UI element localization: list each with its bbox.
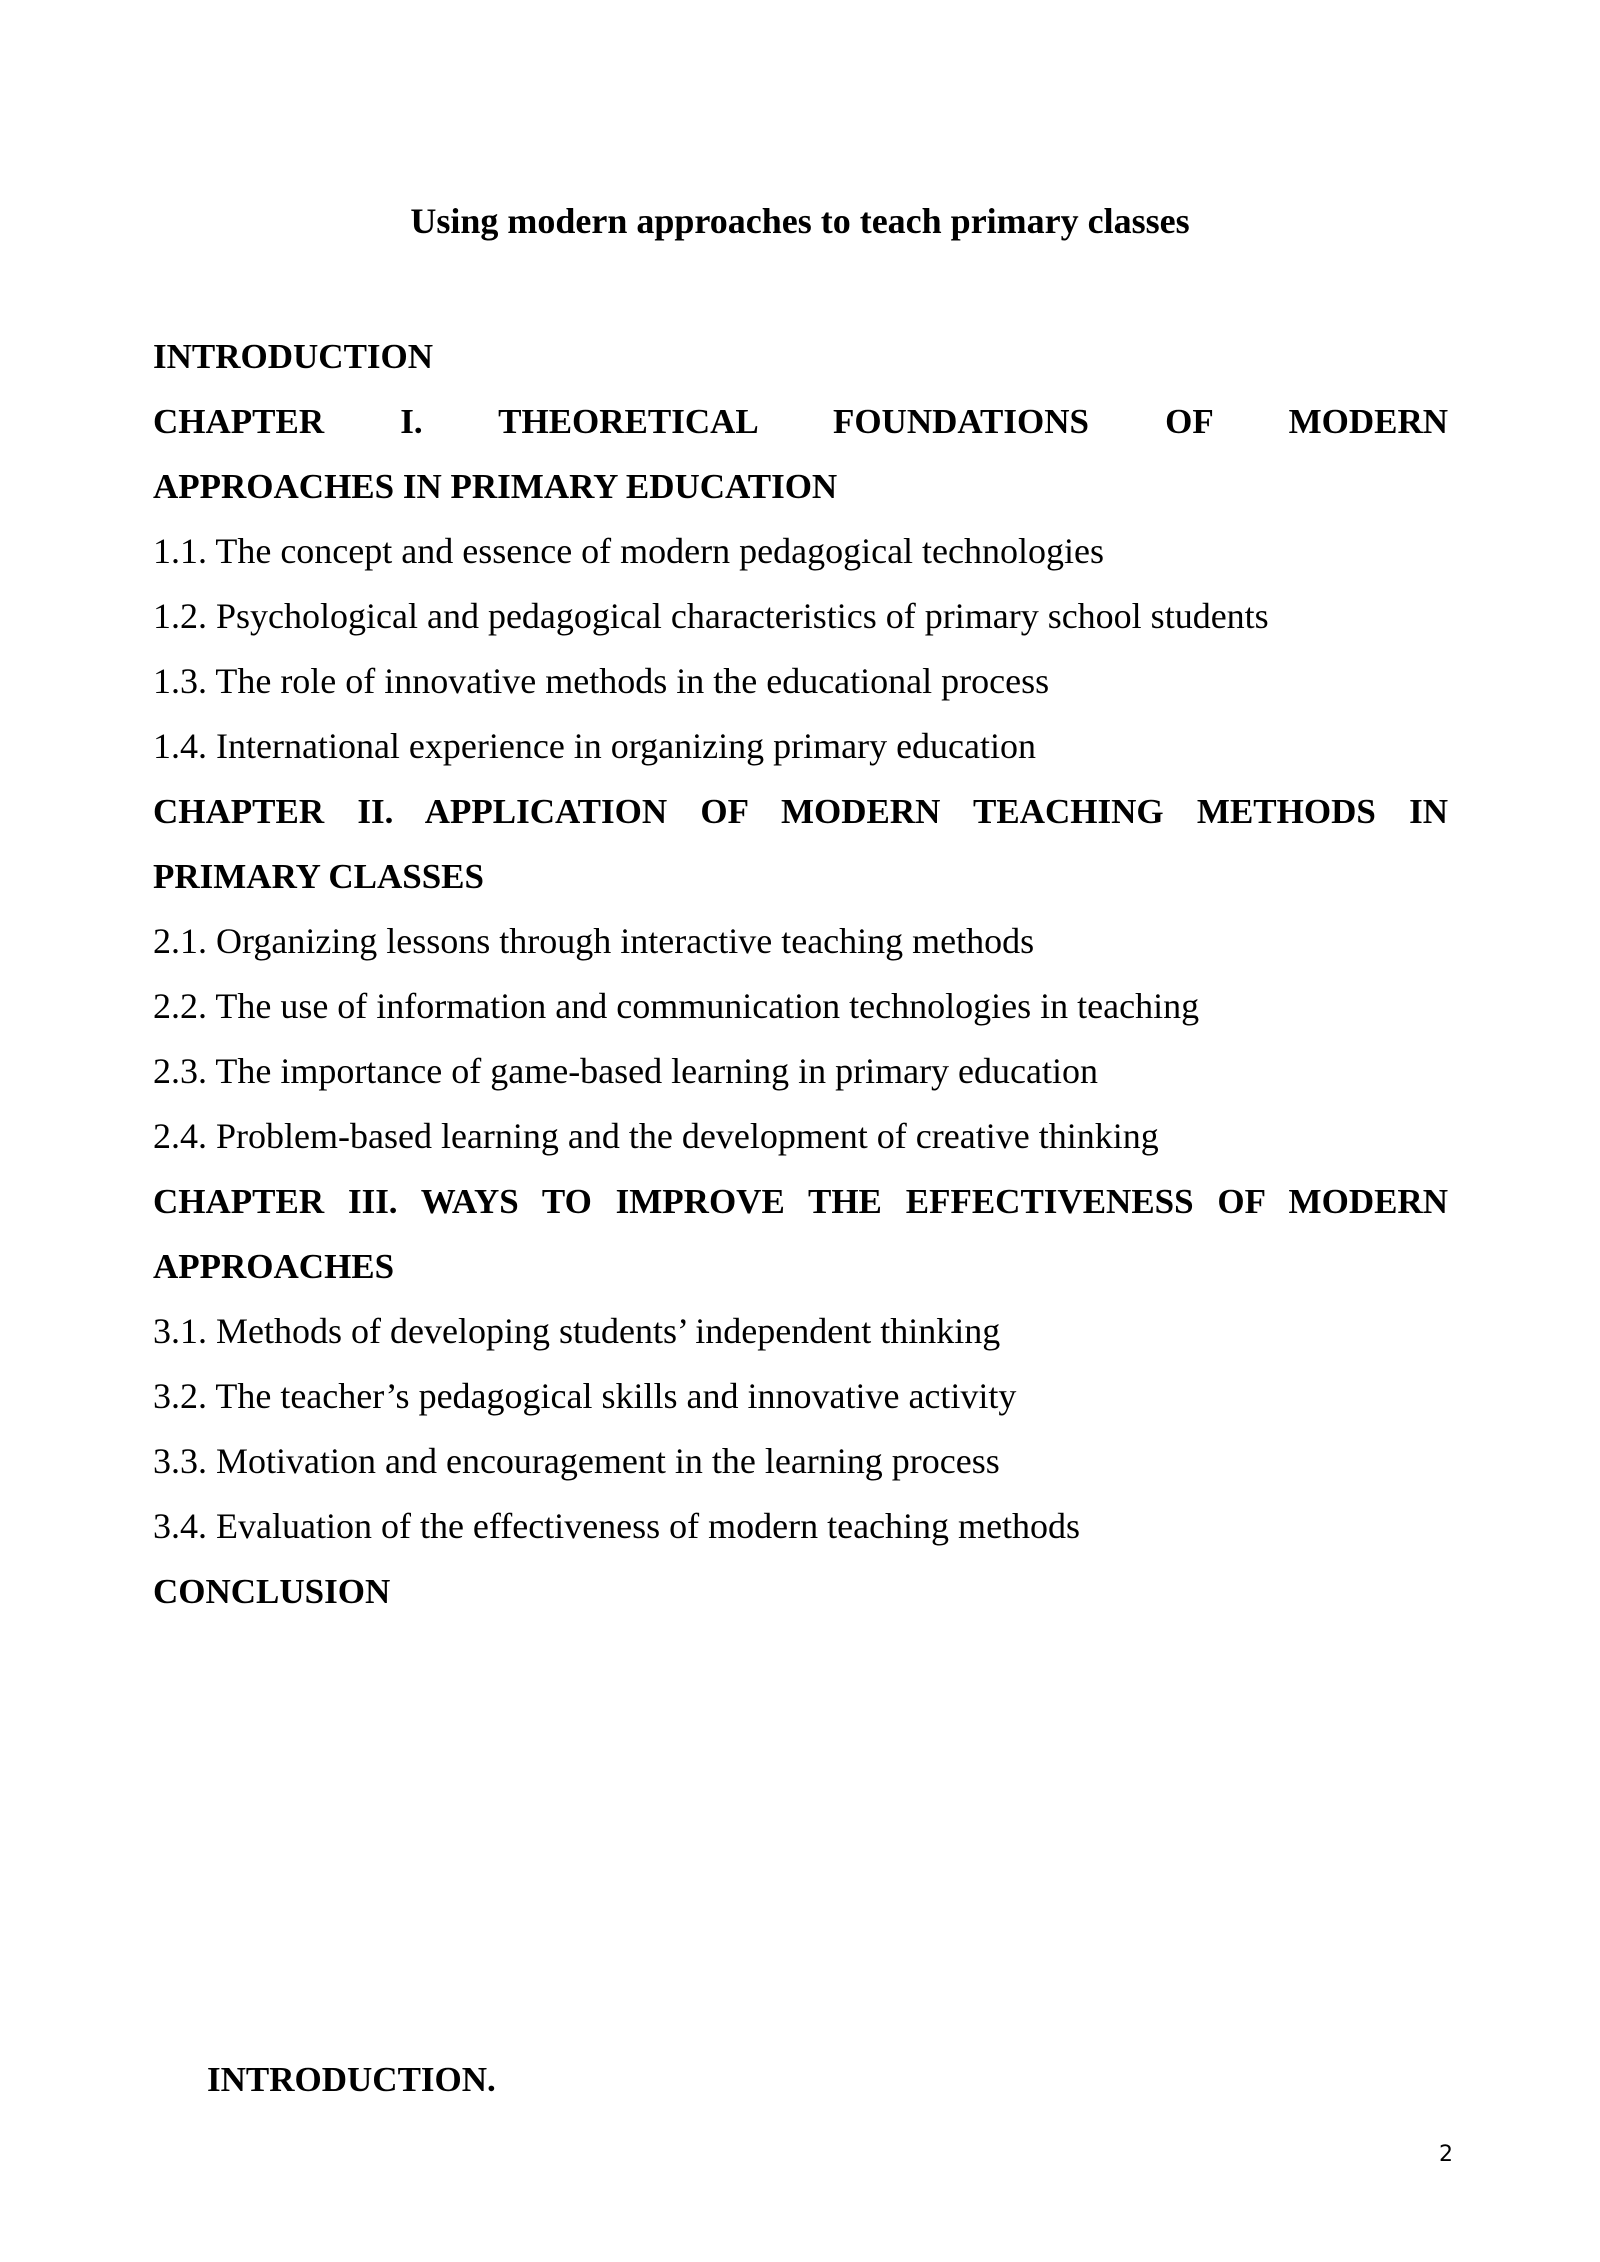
toc-chapter-2-heading: CHAPTER II. APPLICATION OF MODERN TEACHING METHODS IN: [153, 792, 1448, 831]
toc-item-1-3: 1.3. The role of innovative methods in the educational process: [153, 661, 1050, 701]
toc-chapter-3-heading: CHAPTER III. WAYS TO IMPROVE THE EFFECTIVENESS OF MODERN: [153, 1182, 1448, 1221]
toc-item-3-1: 3.1. Methods of developing students’ independent thinking: [153, 1311, 1001, 1351]
toc-item-2-3: 2.3. The importance of game-based learning in primary education: [153, 1051, 1098, 1091]
toc-item-1-1: 1.1. The concept and essence of modern pedagogical technologies: [153, 531, 1104, 571]
toc-item-2-1: 2.1. Organizing lessons through interactive teaching methods: [153, 921, 1035, 961]
toc-chapter-1-heading-cont: APPROACHES IN PRIMARY EDUCATION: [153, 467, 838, 506]
table-of-contents: [153, 324, 1448, 1624]
toc-entry-conclusion: CONCLUSION: [153, 1572, 391, 1611]
toc-item-2-2: 2.2. The use of information and communication technologies in teaching: [153, 986, 1200, 1026]
document-title: Using modern approaches to teach primary classes: [410, 201, 1190, 241]
toc-item-3-3: 3.3. Motivation and encouragement in the learning process: [153, 1441, 1000, 1481]
toc-chapter-2-heading-cont: PRIMARY CLASSES: [153, 857, 484, 896]
toc-item-1-4: 1.4. International experience in organizing primary education: [153, 726, 1037, 766]
toc-item-2-4: 2.4. Problem-based learning and the development of creative thinking: [153, 1116, 1159, 1156]
toc-entry-introduction: INTRODUCTION: [153, 337, 434, 376]
toc-item-3-4: 3.4. Evaluation of the effectiveness of modern teaching methods: [153, 1506, 1081, 1546]
section-heading-introduction: INTRODUCTION.: [207, 2060, 496, 2099]
toc-chapter-3-heading-cont: APPROACHES: [153, 1247, 395, 1286]
page-number: 2: [1439, 2142, 1453, 2167]
toc-item-1-2: 1.2. Psychological and pedagogical characteristics of primary school students: [153, 596, 1269, 636]
toc-item-3-2: 3.2. The teacher’s pedagogical skills and innovative activity: [153, 1376, 1017, 1416]
toc-chapter-1-heading: CHAPTER I. THEORETICAL FOUNDATIONS OF MODERN: [153, 402, 1448, 441]
